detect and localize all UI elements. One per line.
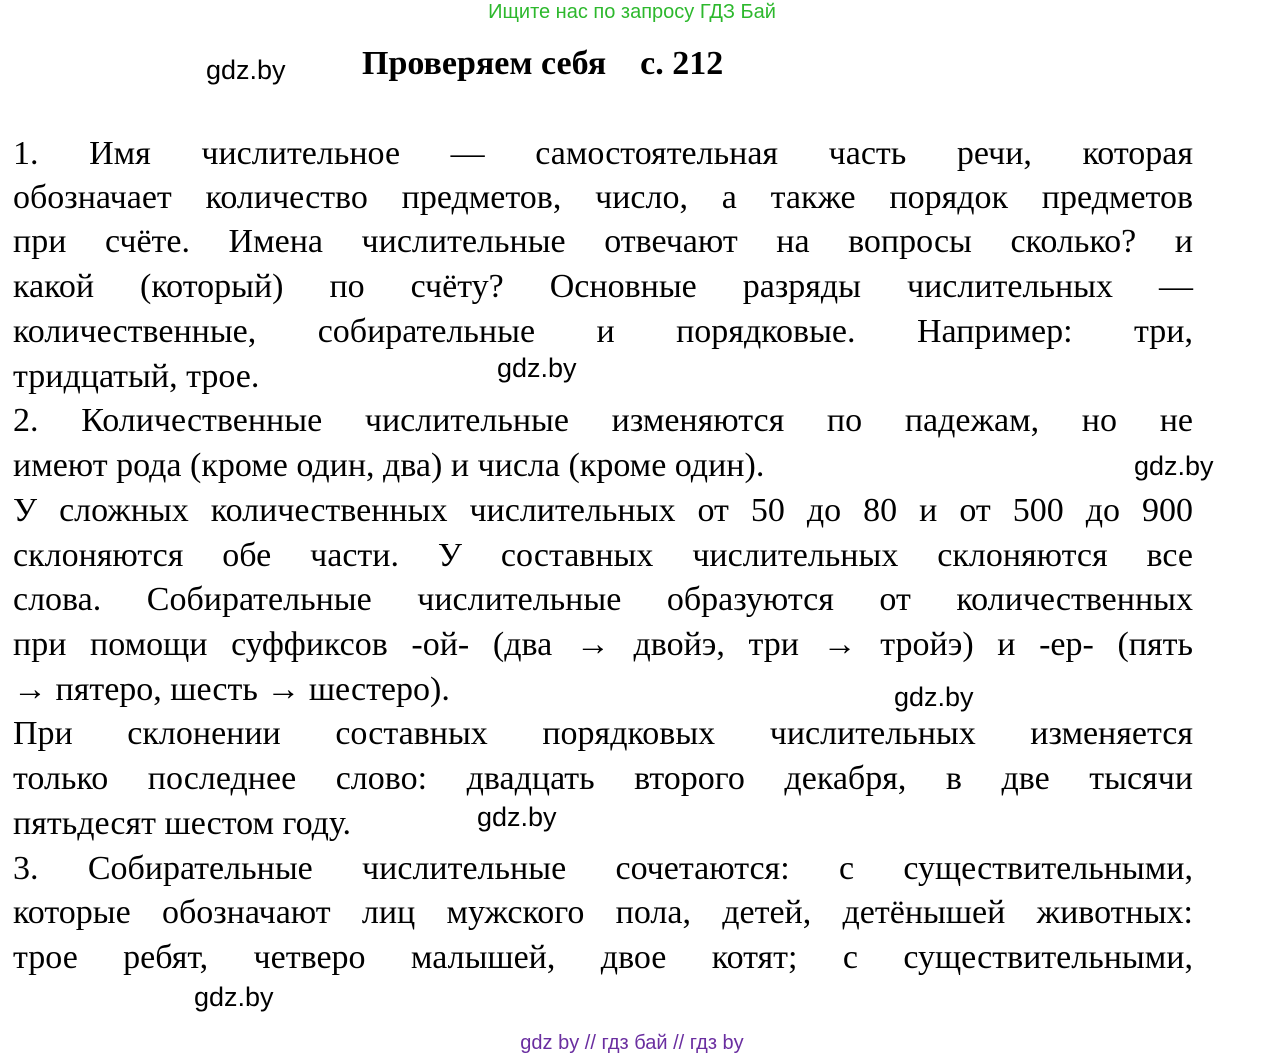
text-line: склоняются обе части. У составных числительных склоняются все bbox=[13, 537, 1193, 574]
text-line: имеют рода (кроме один, два) и числа (кроме один). bbox=[13, 447, 765, 484]
text-line: слова. Собирательные числительные образуются от количественных bbox=[13, 581, 1193, 618]
title-text: Проверяем себя bbox=[362, 45, 607, 82]
text-line: при помощи суффиксов -ой- (два → двойэ, три → тройэ) и -ер- (пять bbox=[13, 626, 1193, 663]
title-page-number: с. 212 bbox=[640, 45, 724, 82]
search-banner[interactable]: Ищите нас по запросу ГДЗ Бай bbox=[488, 1, 776, 23]
text-line: которые обозначают лиц мужского пола, детей, детёнышей животных: bbox=[13, 894, 1193, 931]
watermark: gdz.by bbox=[194, 982, 274, 1012]
text-line: при счёте. Имена числительные отвечают на вопросы сколько? и bbox=[13, 223, 1193, 260]
page-title bbox=[362, 44, 723, 84]
watermark: gdz.by bbox=[894, 682, 974, 712]
text-line: 1. Имя числительное — самостоятельная часть речи, которая bbox=[13, 135, 1193, 172]
text-line: только последнее слово: двадцать второго декабря, в две тысячи bbox=[13, 760, 1193, 797]
text-line: У сложных количественных числительных от 50 до 80 и от 500 до 900 bbox=[13, 492, 1193, 529]
text-line: 2. Количественные числительные изменяются по падежам, но не bbox=[13, 402, 1193, 439]
text-line: обозначает количество предметов, число, а также порядок предметов bbox=[13, 179, 1193, 216]
text-line: тридцатый, трое. bbox=[13, 358, 260, 395]
text-line: какой (который) по счёту? Основные разряды числительных — bbox=[13, 268, 1193, 305]
text-line: При склонении составных порядковых числительных изменяется bbox=[13, 715, 1193, 752]
text-line: 3. Собирательные числительные сочетаются: с существительными, bbox=[13, 850, 1193, 887]
text-line: количественные, собирательные и порядковые. Например: три, bbox=[13, 313, 1193, 350]
text-line: пятьдесят шестом году. bbox=[13, 805, 352, 842]
text-line: → пятеро, шесть → шестеро). bbox=[13, 671, 450, 708]
watermark: gdz.by bbox=[206, 55, 286, 85]
watermark: gdz.by bbox=[497, 353, 577, 383]
watermark: gdz.by bbox=[477, 802, 557, 832]
footer-links[interactable]: gdz by // гдз бай // гдз by bbox=[520, 1032, 744, 1054]
watermark: gdz.by bbox=[1134, 451, 1214, 481]
text-line: трое ребят, четверо малышей, двое котят; с существительными, bbox=[13, 939, 1193, 976]
